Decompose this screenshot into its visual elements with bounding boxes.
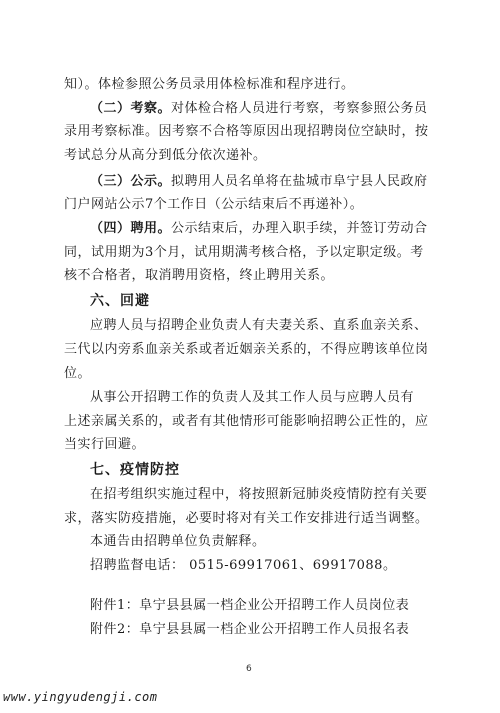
paragraph-line: 上述亲属关系的，或者有其他情形可能影响招聘公正性的，应 [64, 414, 429, 429]
page-number: 6 [246, 664, 252, 674]
paragraph-line: 当实行回避。 [64, 437, 146, 452]
item-text: 公示结束后，办理入职手续，并签订劳动合 [171, 221, 428, 236]
paragraph-line: 求，落实防疫措施，必要时将对有关工作安排进行适当调整。 [64, 511, 429, 526]
paragraph-line: 核不合格者，取消聘用资格，终止聘用关系。 [64, 268, 335, 283]
item-text: 拟聘用人员名单将在盐城市阜宁县人民政府 [171, 174, 428, 189]
paragraph-line: 从事公开招聘工作的负责人及其工作人员与应聘人员有 [90, 390, 415, 405]
paragraph-line: 知）。体检参照公务员录用体检标准和程序进行。 [64, 77, 355, 92]
paragraph-line: 考试总分从高分到低分依次递补。 [64, 148, 267, 163]
paragraph-line: 本通告由招聘单位负责解释。 [90, 534, 266, 549]
paragraph-line: 应聘人员与招聘企业负责人有夫妻关系、直系血亲关系、 [90, 318, 428, 333]
paragraph-line: 位。 [64, 366, 92, 381]
supervision-phone: 招聘监督电话： 0515-69917061、69917088。 [90, 558, 397, 573]
attachment-1: 附件1：阜宁县县属一档企业公开招聘工作人员岗位表 [90, 598, 410, 613]
paragraph-line [90, 221, 428, 237]
paragraph-line: 录用考察标准。因考察不合格等原因出现招聘岗位空缺时，按 [64, 124, 429, 139]
paragraph-line: 门户网站公示7个工作日（公示结束后不再递补）。 [64, 197, 364, 212]
paragraph-line [90, 174, 428, 190]
item-label: （四）聘用。 [90, 221, 172, 236]
paragraph-line [90, 101, 428, 117]
item-label: （二）考察。 [90, 101, 172, 116]
paragraph-line: 三代以内旁系血亲关系或者近姻亲关系的，不得应聘该单位岗 [64, 342, 429, 357]
item-label: （三）公示。 [90, 174, 172, 189]
section-heading: 六、回避 [90, 293, 150, 309]
attachment-2: 附件2：阜宁县县属一档企业公开招聘工作人员报名表 [90, 622, 410, 637]
section-heading: 七、疫情防控 [90, 462, 180, 478]
item-text: 对体检合格人员进行考察，考察参照公务员 [171, 101, 428, 116]
paragraph-line: 同，试用期为3个月，试用期满考核合格，予以定职定级。考 [64, 245, 424, 260]
site-watermark: www.yingyudengji.com [3, 690, 158, 704]
paragraph-line: 在招考组织实施过程中，将按照新冠肺炎疫情防控有关要 [90, 487, 428, 502]
